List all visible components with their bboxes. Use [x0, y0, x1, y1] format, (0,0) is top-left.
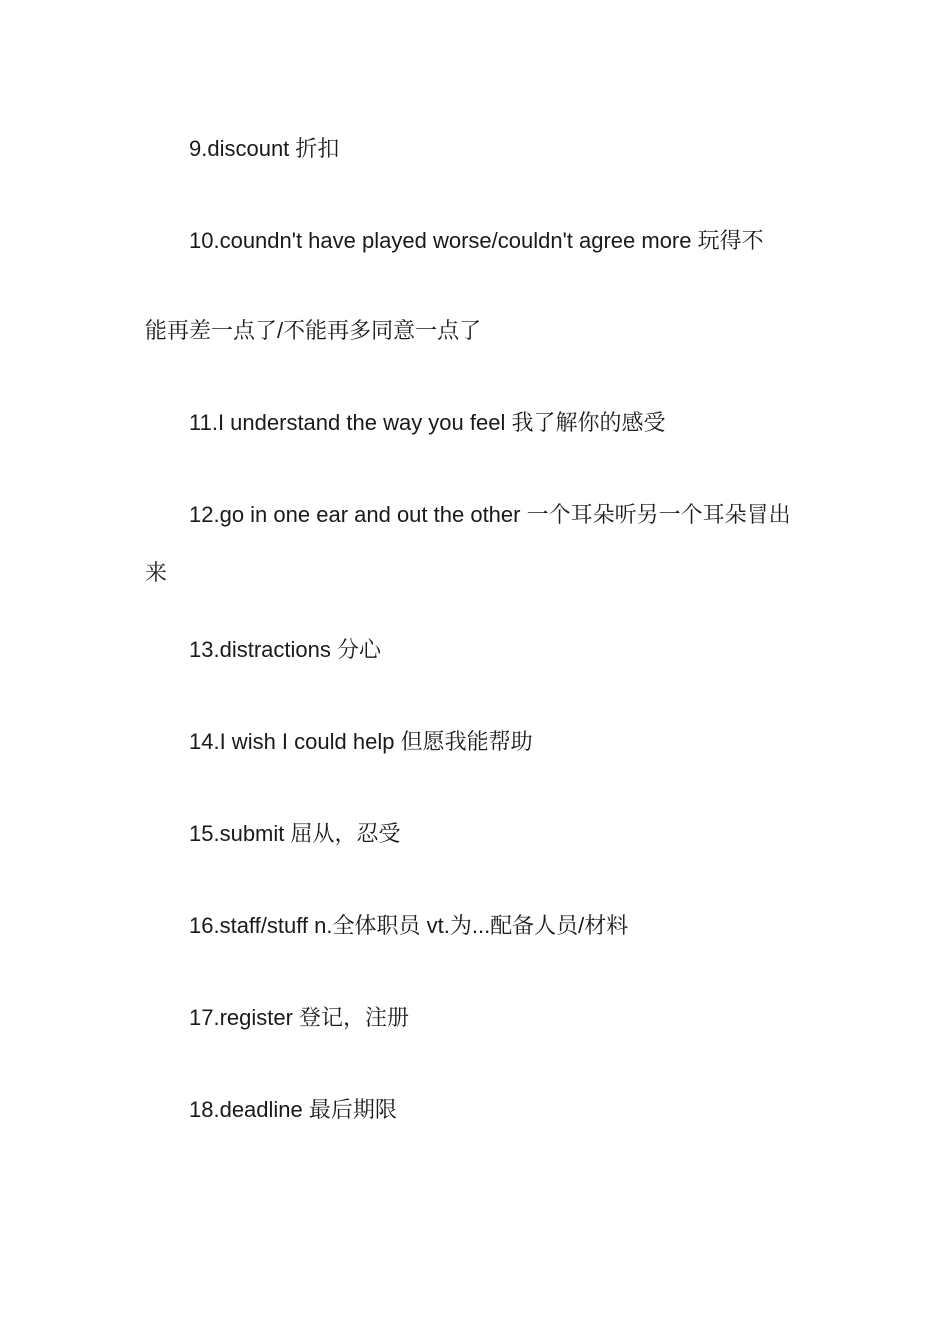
entry-13: 13.distractions 分心 — [189, 637, 381, 662]
entry-9: 9.discount 折扣 — [189, 136, 340, 161]
entry-18: 18.deadline 最后期限 — [189, 1097, 397, 1122]
entry-16: 16.staff/stuff n.全体职员 vt.为...配备人员/材料 — [189, 913, 629, 938]
entry-14: 14.I wish I could help 但愿我能帮助 — [189, 729, 533, 754]
entry-12-line-1: 12.go in one ear and out the other 一个耳朵听另一个耳朵冒出 — [189, 502, 791, 527]
entry-10-line-2: 能再差一点了/不能再多同意一点了 — [145, 318, 482, 343]
entry-11: 11.I understand the way you feel 我了解你的感受 — [189, 410, 666, 435]
entry-12-line-2: 来 — [145, 560, 168, 585]
entry-10-line-1: 10.coundn't have played worse/couldn't agree more 玩得不 — [189, 228, 764, 253]
entry-15: 15.submit 屈从，忍受 — [189, 821, 401, 846]
entry-17: 17.register 登记，注册 — [189, 1005, 410, 1030]
